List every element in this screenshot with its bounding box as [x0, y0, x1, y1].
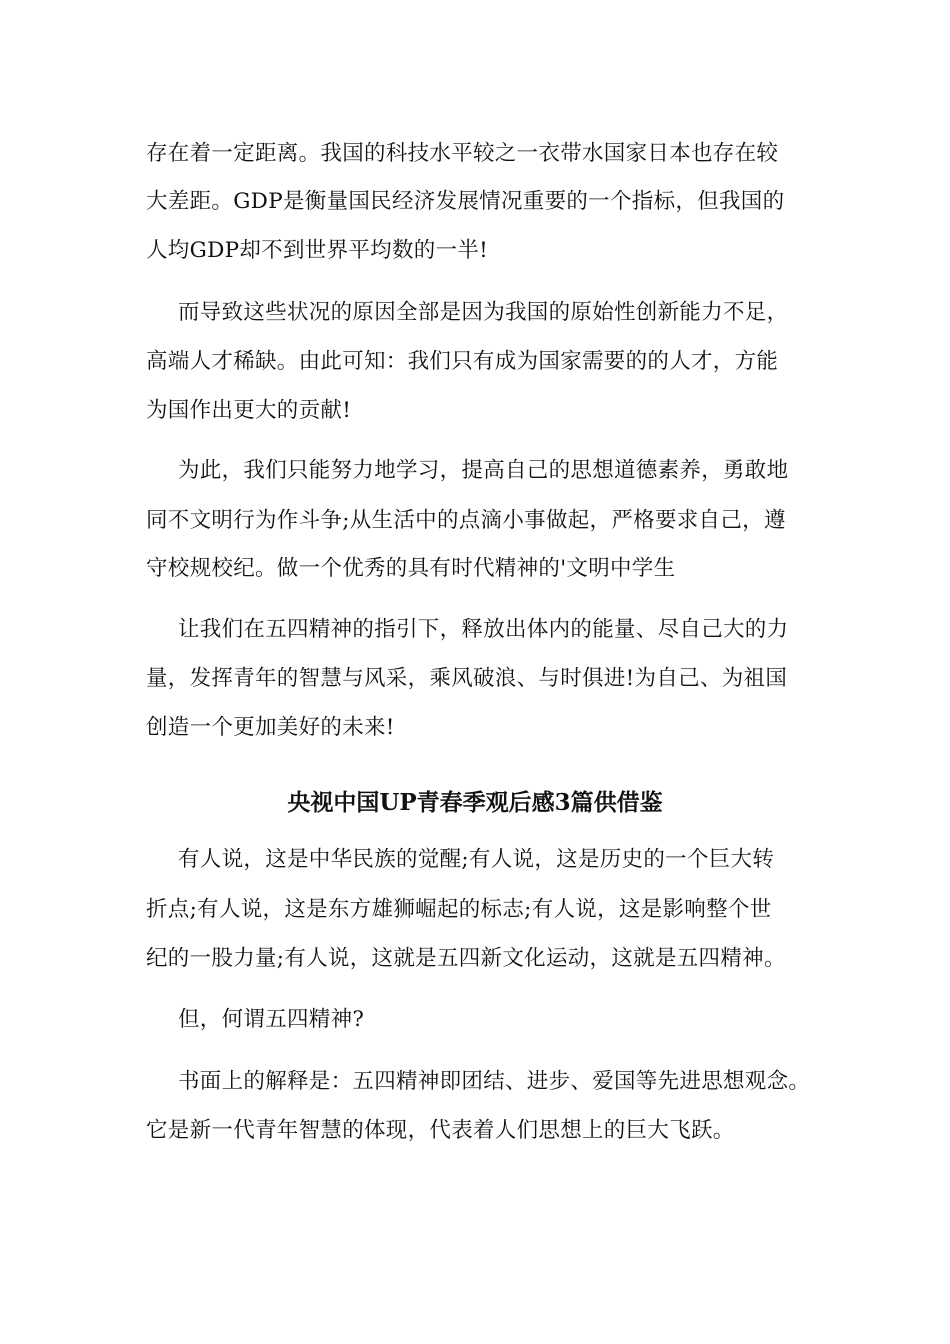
- paragraph-4-line-3: 创造一个更加美好的未来!: [146, 715, 395, 740]
- paragraph-3-line-3: 守校规校纪。做一个优秀的具有时代精神的'文明中学生: [146, 556, 676, 581]
- section-paragraph-3-line-2: 它是新一代青年智慧的体现，代表着人们思想上的巨大飞跃。: [146, 1118, 735, 1143]
- paragraph-1-line-2: 大差距。GDP是衡量国民经济发展情况重要的一个指标，但我国的: [146, 189, 785, 214]
- paragraph-2-line-2: 高端人才稀缺。由此可知：我们只有成为国家需要的的人才，方能: [146, 349, 779, 374]
- paragraph-3-line-2: 同不文明行为作斗争;从生活中的点滴小事做起，严格要求自己，遵: [146, 508, 786, 533]
- section-paragraph-1-line-1: 有人说，这是中华民族的觉醒;有人说，这是历史的一个巨大转: [178, 847, 775, 872]
- paragraph-2-line-3: 为国作出更大的贡献!: [146, 398, 352, 423]
- section-paragraph-3-line-1: 书面上的解释是：五四精神即团结、进步、爱国等先进思想观念。: [178, 1069, 811, 1094]
- section-title: 央视中国UP青春季观后感3篇供借鉴: [287, 789, 663, 816]
- paragraph-4-line-2: 量，发挥青年的智慧与风采，乘风破浪、与时俱进!为自己、为祖国: [146, 666, 788, 691]
- section-paragraph-2-line-1: 但，何谓五四精神?: [178, 1007, 365, 1032]
- paragraph-3-line-1: 为此，我们只能努力地学习，提高自己的思想道德素养，勇敢地: [178, 458, 789, 483]
- paragraph-1-line-3: 人均GDP却不到世界平均数的一半!: [146, 238, 489, 263]
- paragraph-2-line-1: 而导致这些状况的原因全部是因为我国的原始性创新能力不足，: [178, 300, 789, 325]
- section-paragraph-1-line-3: 纪的一股力量;有人说，这就是五四新文化运动，这就是五四精神。: [146, 946, 786, 971]
- section-paragraph-1-line-2: 折点;有人说，这是东方雄狮崛起的标志;有人说，这是影响整个世: [146, 897, 772, 922]
- paragraph-4-line-1: 让我们在五四精神的指引下，释放出体内的能量、尽自己大的力: [178, 617, 789, 642]
- paragraph-1-line-1: 存在着一定距离。我国的科技水平较之一衣带水国家日本也存在较: [146, 141, 779, 166]
